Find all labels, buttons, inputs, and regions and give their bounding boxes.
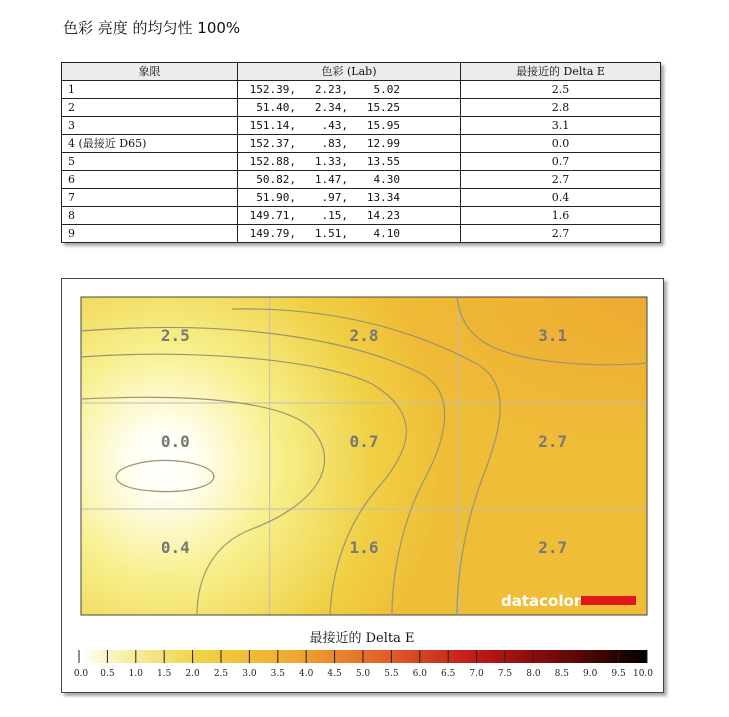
colorbar-tick-label: 8.0 — [526, 669, 541, 679]
delta-e-cell: 0.4 — [461, 189, 661, 207]
cell-value-label: 2.5 — [160, 326, 190, 345]
colorbar-tick-label: 4.0 — [299, 669, 314, 679]
table-row — [62, 153, 661, 171]
table-row — [62, 99, 661, 117]
table-header-row — [62, 63, 661, 81]
table-row — [62, 207, 661, 225]
lab-a-value: .83, — [321, 137, 348, 150]
lab-l-value: 149.79, — [249, 227, 296, 240]
lab-cell — [238, 225, 461, 243]
delta-e-cell: 3.1 — [461, 117, 661, 135]
cell-value-label: 2.7 — [538, 538, 568, 557]
lab-a-value: .15, — [321, 209, 348, 222]
colorbar-tick-label: 4.5 — [327, 669, 342, 679]
lab-cell — [238, 189, 461, 207]
lab-l-value: 51.90, — [256, 191, 296, 204]
quadrant-cell: 8 — [62, 207, 238, 225]
lab-l-value: 152.88, — [249, 155, 296, 168]
lab-b-value: 13.55 — [366, 155, 400, 168]
lab-b-value: 13.34 — [366, 191, 400, 204]
colorbar-tick-label: 0.0 — [73, 669, 89, 679]
lab-a-value: 2.23, — [314, 83, 348, 96]
colorbar-tick-label: 8.5 — [554, 669, 569, 679]
lab-b-value: 15.95 — [366, 119, 400, 132]
quadrant-cell: 7 — [62, 189, 238, 207]
colorbar-tick-label: 10.0 — [632, 669, 654, 679]
lab-a-value: 2.34, — [314, 101, 348, 114]
header-lab: 色彩 (Lab) — [238, 63, 461, 81]
colorbar-tick-label: 6.0 — [412, 669, 427, 679]
uniformity-heatmap — [62, 279, 663, 692]
lab-b-value: 5.02 — [373, 83, 400, 96]
delta-e-cell: 2.8 — [461, 99, 661, 117]
lab-l-value: 152.37, — [249, 137, 296, 150]
lab-cell — [238, 153, 461, 171]
lab-l-value: 51.40, — [256, 101, 296, 114]
colorbar-tick-label: 9.5 — [611, 669, 626, 679]
colorbar-tick-label: 3.0 — [242, 669, 257, 679]
colorbar-tick-label: 0.5 — [100, 669, 115, 679]
table-row — [62, 225, 661, 243]
cell-value-label: 2.7 — [538, 432, 568, 451]
quadrant-cell: 1 — [62, 81, 238, 99]
cell-value-label: 3.1 — [538, 326, 568, 345]
quadrant-cell: 9 — [62, 225, 238, 243]
lab-a-value: .43, — [321, 119, 348, 132]
table-row — [62, 189, 661, 207]
quadrant-cell: 3 — [62, 117, 238, 135]
colorbar-label: 最接近的 Delta E — [309, 631, 415, 646]
lab-l-value: 149.71, — [249, 209, 296, 222]
lab-cell — [238, 81, 461, 99]
quadrant-cell: 2 — [62, 99, 238, 117]
table-row — [62, 81, 661, 99]
lab-b-value: 14.23 — [366, 209, 400, 222]
table-row — [62, 171, 661, 189]
delta-e-cell: 2.5 — [461, 81, 661, 99]
colorbar-tick-label: 5.5 — [384, 669, 399, 679]
colorbar-tick-label: 1.0 — [128, 669, 143, 679]
colorbar-tick-label: 7.0 — [469, 669, 484, 679]
quadrant-cell: 4 (最接近 D65) — [62, 135, 238, 153]
lab-table — [61, 62, 661, 243]
lab-b-value: 15.25 — [366, 101, 400, 114]
lab-cell — [238, 171, 461, 189]
colorbar-tick-label: 1.5 — [157, 669, 172, 679]
lab-l-value: 50.82, — [256, 173, 296, 186]
colorbar-tick-label: 3.5 — [270, 669, 285, 679]
lab-cell — [238, 117, 461, 135]
lab-a-value: 1.51, — [314, 227, 348, 240]
lab-a-value: .97, — [321, 191, 348, 204]
colorbar-tick-label: 9.0 — [583, 669, 598, 679]
page-title: 色彩 亮度 的均匀性 100% — [63, 19, 241, 37]
lab-a-value: 1.47, — [314, 173, 348, 186]
lab-b-value: 4.30 — [373, 173, 400, 186]
table-row — [62, 135, 661, 153]
colorbar-tick-label: 2.5 — [213, 669, 229, 679]
logo-bar — [581, 596, 636, 605]
lab-cell — [238, 207, 461, 225]
lab-cell — [238, 99, 461, 117]
cell-value-label: 0.7 — [349, 432, 379, 451]
uniformity-chart-panel — [61, 278, 664, 693]
lab-cell — [238, 135, 461, 153]
delta-e-cell: 0.7 — [461, 153, 661, 171]
delta-e-cell: 0.0 — [461, 135, 661, 153]
cell-value-label: 0.0 — [160, 432, 190, 451]
logo-wordmark: datacolor — [501, 592, 582, 610]
colorbar-tick-label: 2.0 — [185, 669, 200, 679]
lab-l-value: 151.14, — [249, 119, 296, 132]
delta-e-cell: 2.7 — [461, 171, 661, 189]
table-row — [62, 117, 661, 135]
cell-value-label: 1.6 — [349, 538, 379, 557]
cell-value-label: 0.4 — [160, 538, 190, 557]
cell-value-label: 2.8 — [349, 326, 379, 345]
delta-e-cell: 1.6 — [461, 207, 661, 225]
delta-e-cell: 2.7 — [461, 225, 661, 243]
quadrant-cell: 6 — [62, 171, 238, 189]
header-quadrant: 象限 — [62, 63, 238, 81]
lab-l-value: 152.39, — [249, 83, 296, 96]
colorbar-tick-label: 5.0 — [355, 669, 371, 679]
header-delta-e: 最接近的 Delta E — [461, 63, 661, 81]
colorbar-tick-label: 6.5 — [441, 669, 456, 679]
quadrant-cell: 5 — [62, 153, 238, 171]
lab-b-value: 12.99 — [366, 137, 400, 150]
lab-b-value: 4.10 — [373, 227, 400, 240]
lab-a-value: 1.33, — [314, 155, 348, 168]
colorbar-tick-label: 7.5 — [497, 669, 513, 679]
